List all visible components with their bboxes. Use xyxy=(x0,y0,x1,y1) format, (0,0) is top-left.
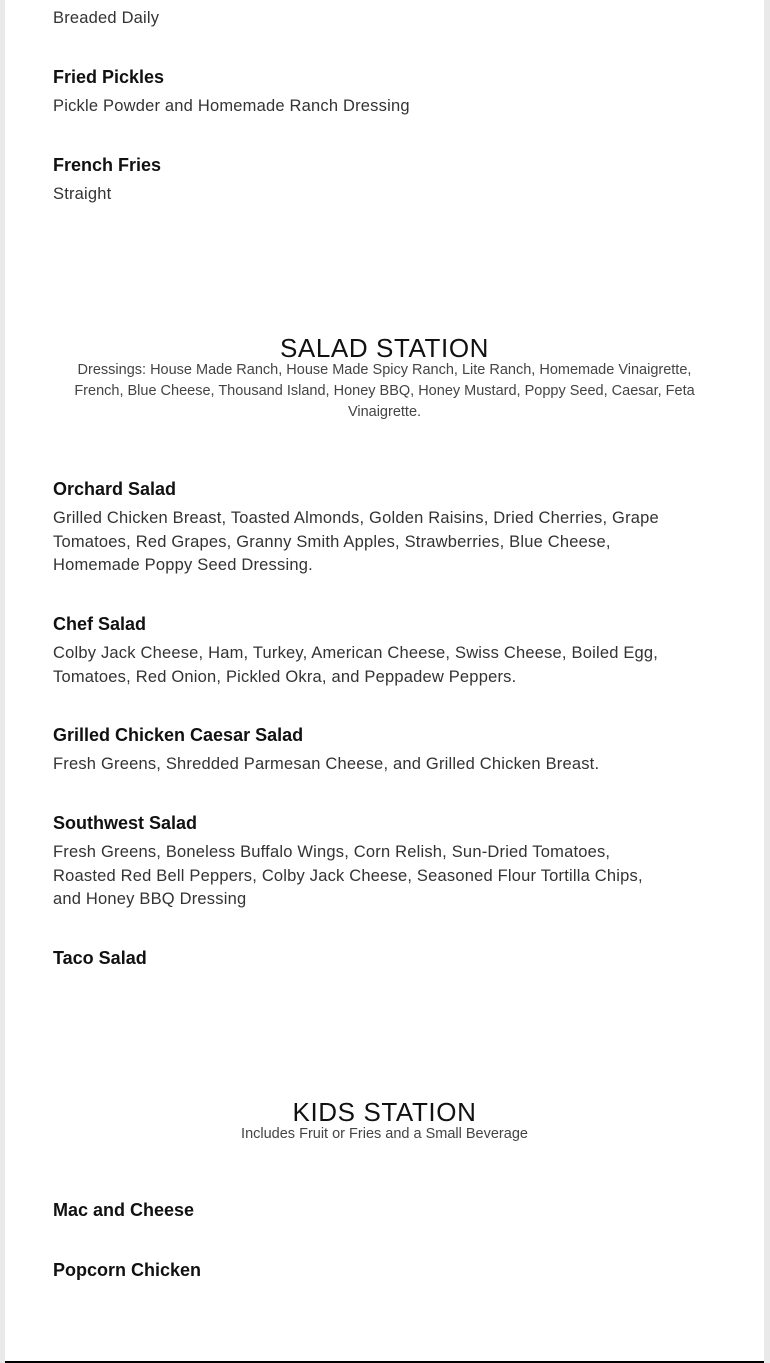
section-subtitle-dressings: Dressings: House Made Ranch, House Made Spicy Ranch, Lite Ranch, Homemade Vinaigrette, French, Blue Cheese, Thousand Island, Honey BBQ, Honey Mustard, Poppy Seed, Caesar, Feta Vinaigrette. xyxy=(74,362,695,420)
section-subtitle-kids: Includes Fruit or Fries and a Small Beverage xyxy=(241,1126,528,1142)
menu-item-name: Mac and Cheese xyxy=(53,1200,195,1220)
menu-item-description: Grilled Chicken Breast, Toasted Almonds, Golden Raisins, Dried Cherries, Grape Tomatoes, Red Grapes, Granny Smith Apples, Strawberries, Blue Cheese, Homemade Poppy Seed Dressing. xyxy=(53,509,659,574)
menu-item-taco-salad xyxy=(53,947,663,969)
menu-page xyxy=(5,0,764,1363)
menu-item-mac-and-cheese xyxy=(53,1199,663,1221)
section-title-salad-station: SALAD STATION xyxy=(279,333,490,363)
menu-item-description: Colby Jack Cheese, Ham, Turkey, American Cheese, Swiss Cheese, Boiled Egg, Tomatoes, Red Onion, Pickled Okra, and Peppadew Peppers. xyxy=(53,644,659,686)
menu-item-name: Southwest Salad xyxy=(53,813,198,833)
menu-item-name: Popcorn Chicken xyxy=(53,1260,202,1280)
menu-item-description: Pickle Powder and Homemade Ranch Dressing xyxy=(53,97,410,115)
menu-item-french-fries xyxy=(53,154,663,207)
menu-item-name: French Fries xyxy=(53,155,162,175)
menu-item-name: Grilled Chicken Caesar Salad xyxy=(53,725,304,745)
menu-item-description: Fresh Greens, Boneless Buffalo Wings, Corn Relish, Sun-Dried Tomatoes, Roasted Red Bell Peppers, Colby Jack Cheese, Seasoned Flour Tortilla Chips, and Honey BBQ Dressing xyxy=(53,843,643,908)
menu-item-description: Fresh Greens, Shredded Parmesan Cheese, and Grilled Chicken Breast. xyxy=(53,755,600,773)
menu-item-name: Chef Salad xyxy=(53,614,147,634)
menu-item-name: Taco Salad xyxy=(53,948,147,968)
menu-item-name: Orchard Salad xyxy=(53,479,177,499)
menu-item-fried-pickles xyxy=(53,66,663,119)
menu-item-southwest-salad xyxy=(53,812,663,912)
menu-item-description: Straight xyxy=(53,185,112,203)
menu-item-orchard-salad xyxy=(53,478,663,578)
menu-item-popcorn-chicken xyxy=(53,1259,663,1281)
menu-item-grilled-chicken-caesar-salad xyxy=(53,724,663,777)
menu-item-chef-salad xyxy=(53,613,663,689)
menu-item-name: Fried Pickles xyxy=(53,67,165,87)
previous-item-description: Breaded Daily xyxy=(53,9,160,27)
section-title-kids-station: KIDS STATION xyxy=(292,1097,477,1127)
